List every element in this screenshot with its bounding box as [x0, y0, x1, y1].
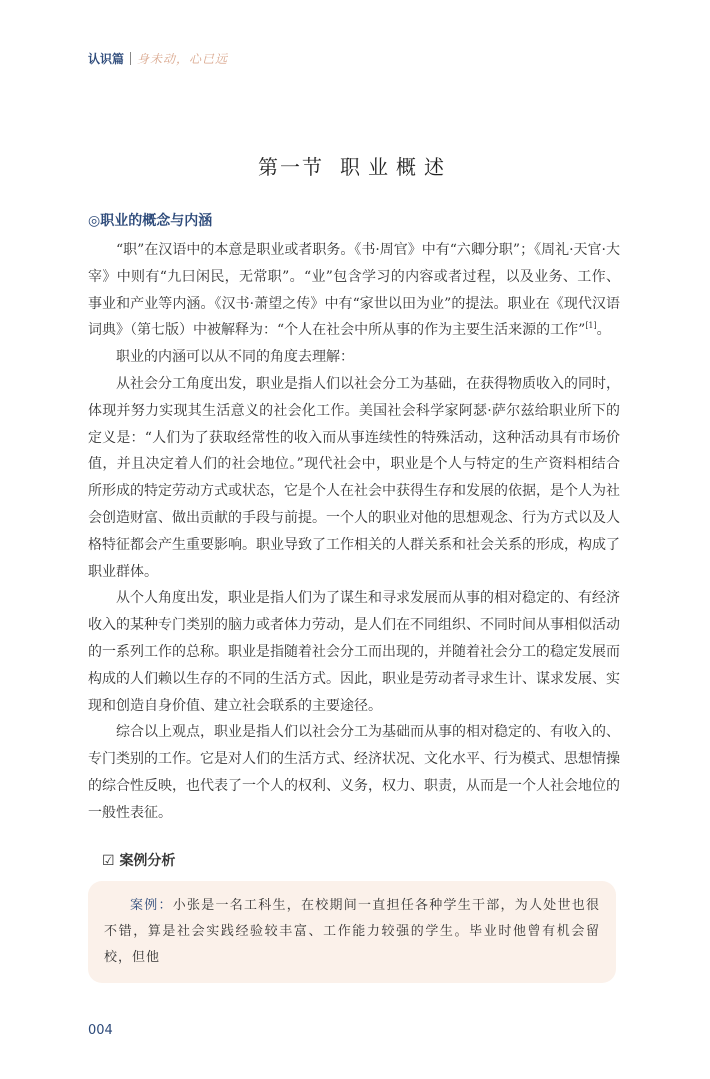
case-box: [88, 881, 616, 983]
section-number: 第一节: [258, 155, 324, 179]
paragraph: 从个人角度出发，职业是指人们为了谋生和寻求发展而从事的相对稳定的、有经济收入的某种专门类别的脑力或者体力劳动，是人们在不同组织、不同时间从事相似活动的一系列工作的总称。职业是指随着社会分工而出现的，并随着社会分工的稳定发展而构成的人们赖以生存的不同的生活方式。因此，职业是劳动者寻求生计、谋求发展、实现和创造自身价值、建立社会联系的主要途径。: [88, 590, 620, 714]
page-number: 004: [88, 1022, 113, 1038]
part-label: 认识篇: [88, 51, 125, 66]
case-label: 案例：: [130, 897, 173, 913]
paragraph: 职业的内涵可以从不同的角度去理解：: [116, 349, 354, 366]
footnote-ref[interactable]: [1]: [585, 321, 597, 331]
paragraph-text: “职”在汉语中的本意是职业或者职务。《书·周官》中有“六卿分职”；《周礼·天官·大宰》中则有“九曰闲民，无常职”。“业”包含学习的内容或者过程，以及业务、工作、事业和产业等内涵。《汉书·萧望之传》中有“家世以田为业”的提法。职业在《现代汉语词典》（第七版）中被解释为：“个人在社会中所从事的作为主要生活来源的工作”: [88, 242, 620, 339]
case-text: 小张是一名工科生，在校期间一直担任各种学生干部，为人处世也很不错，算是社会实践经验较丰富、工作能力较强的学生。毕业时他曾有机会留校，但他: [104, 897, 600, 965]
section-title: [0, 153, 710, 181]
case-heading: [102, 851, 620, 871]
body-text: [88, 237, 620, 827]
checkbox-icon: ☑: [102, 852, 115, 869]
paragraph-end: 。: [596, 322, 611, 339]
case-heading-text: 案例分析: [119, 852, 176, 869]
header-divider: [130, 52, 131, 65]
paragraph: [88, 237, 620, 344]
subsection-heading-text: 职业的概念与内涵: [100, 213, 213, 229]
double-circle-icon: ◎: [88, 213, 101, 229]
paragraph: 综合以上观点，职业是指人们以社会分工为基础而从事的相对稳定的、有收入的、专门类别的工作。它是对人们的生活方式、经济状况、文化水平、行为模式、思想情操的综合性反映，也代表了一个人的权利、义务，权力、职责，从而是一个人社会地位的一般性表征。: [88, 724, 620, 821]
section-title-text: 职业概述: [340, 155, 452, 179]
part-motto: 身未动，心已远: [137, 51, 229, 66]
paragraph: 从社会分工角度出发，职业是指人们以社会分工为基础，在获得物质收入的同时，体现并努力实现其生活意义的社会化工作。美国社会科学家阿瑟·萨尔兹给职业所下的定义是：“人们为了获取经常性的收入而从事连续性的特殊活动，这种活动具有市场价值，并且决定着人们的社会地位。”现代社会中，职业是个人与特定的生产资料相结合所形成的特定劳动方式或状态，它是个人在社会中获得生存和发展的依据，是个人为社会创造财富、做出贡献的手段与前提。一个人的职业对他的思想观念、行为方式以及人格特征都会产生重要影响。职业导致了工作相关的人群关系和社会关系的形成，构成了职业群体。: [88, 375, 620, 580]
running-header: [88, 49, 620, 67]
subsection-heading: [88, 211, 620, 231]
